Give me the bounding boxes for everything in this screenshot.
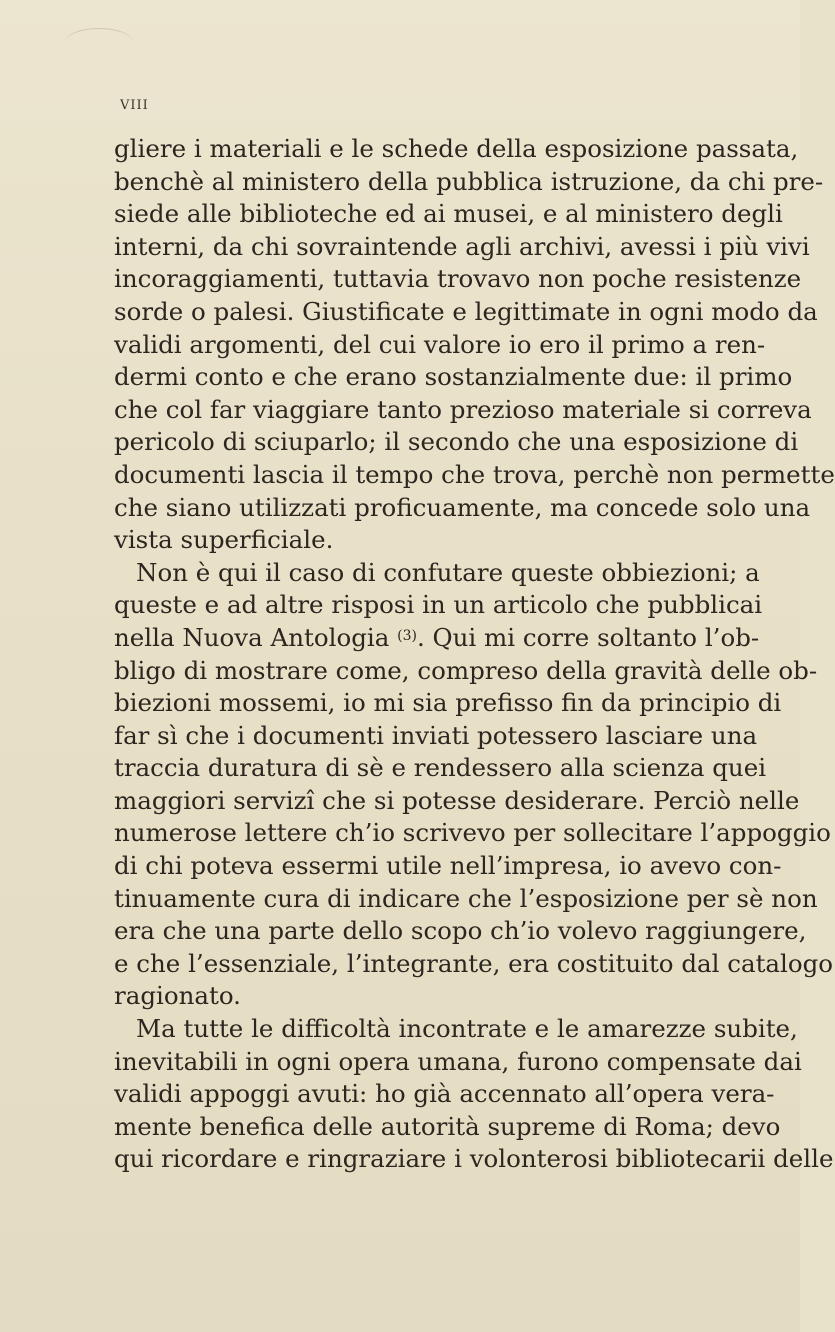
paper-stain xyxy=(64,28,134,59)
text-line: Ma tutte le difficoltà incontrate e le amarezze subite, xyxy=(136,1014,798,1044)
text-line: interni, da chi sovraintende agli archivi, avessi i più vivi xyxy=(114,231,810,261)
text-line: pericolo di sciuparlo; il secondo che una esposizione di xyxy=(114,427,799,457)
text-line: Non è qui il caso di confutare queste obbiezioni; a xyxy=(136,557,760,587)
text-line: qui ricordare e ringraziare i volonterosi bibliotecarii delle xyxy=(114,1144,834,1174)
text-segment: . Qui mi corre soltanto l’ob- xyxy=(416,622,760,652)
text-line: tinuamente cura di indicare che l’esposizione per sè non xyxy=(114,883,818,913)
text-line: di chi poteva essermi utile nell’impresa, io avevo con- xyxy=(114,851,782,881)
text-line: bligo di mostrare come, compreso della gravità delle ob- xyxy=(114,655,818,685)
text-segment: nella Nuova Antologia xyxy=(114,622,398,652)
text-line: dermi conto e che erano sostanzialmente due: il primo xyxy=(114,362,793,392)
text-line xyxy=(114,622,760,655)
text-line: che col far viaggiare tanto prezioso materiale si correva xyxy=(114,394,812,424)
body-text xyxy=(114,133,835,1176)
text-line: biezioni mossemi, io mi sia prefisso fin da principio di xyxy=(114,688,782,718)
page-number: VIII xyxy=(120,98,149,113)
text-line: vista superficiale. xyxy=(114,525,334,555)
text-line: ragionato. xyxy=(114,981,241,1011)
text-line: benchè al ministero della pubblica istruzione, da chi pre- xyxy=(114,166,824,196)
text-line: validi argomenti, del cui valore io ero il primo a ren- xyxy=(114,329,766,359)
text-line: mente benefica delle autorità supreme di Roma; devo xyxy=(114,1111,781,1141)
text-line: queste e ad altre risposi in un articolo che pubblicai xyxy=(114,590,763,620)
text-line: far sì che i documenti inviati potessero lasciare una xyxy=(114,720,758,750)
text-line: siede alle biblioteche ed ai musei, e al ministero degli xyxy=(114,199,783,229)
text-line: sorde o palesi. Giustificate e legittimate in ogni modo da xyxy=(114,296,818,326)
text-line: e che l’essenziale, l’integrante, era costituito dal catalogo xyxy=(114,948,834,978)
text-line: gliere i materiali e le schede della esposizione passata, xyxy=(114,134,799,163)
text-line: inevitabili in ogni opera umana, furono compensate dai xyxy=(114,1046,802,1076)
text-line: incoraggiamenti, tuttavia trovavo non poche resistenze xyxy=(114,264,802,294)
text-line: documenti lascia il tempo che trova, perchè non permette xyxy=(114,459,835,489)
text-line: maggiori servizî che si potesse desiderare. Perciò nelle xyxy=(114,785,800,815)
text-line: validi appoggi avuti: ho già accennato all’opera vera- xyxy=(114,1079,775,1109)
footnote-reference: (3) xyxy=(397,627,417,644)
text-line: era che una parte dello scopo ch’io volevo raggiungere, xyxy=(114,916,807,946)
text-line: numerose lettere ch’io scrivevo per sollecitare l’appoggio xyxy=(114,818,831,848)
text-line: che siano utilizzati proficuamente, ma concede solo una xyxy=(114,492,811,522)
text-line: traccia duratura di sè e rendessero alla scienza quei xyxy=(114,753,767,783)
